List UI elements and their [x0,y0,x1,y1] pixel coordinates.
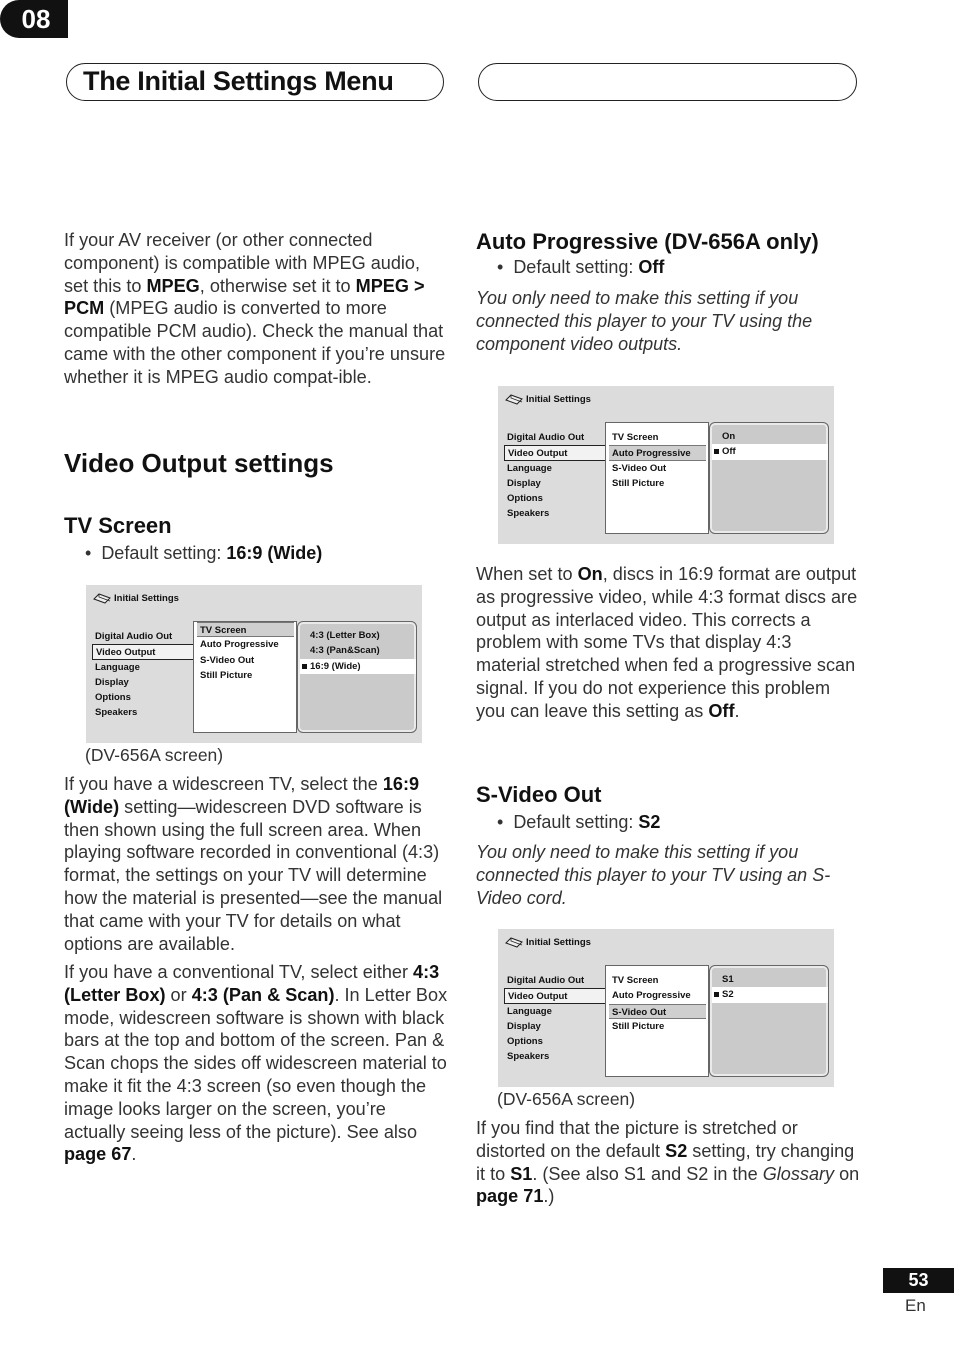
tv-screen-default [85,543,322,564]
tv-screen-heading: TV Screen [64,513,172,538]
bold-text: 16:9 (Wide) [64,774,420,817]
bold-text: MPEG [146,275,200,296]
submenu-panel [605,422,709,534]
text-run: , discs in 16:9 format are output as progressive video, while 4:3 format discs are output as interlaced video. This corrects a problem with some TVs that display 4:3 material stretched when fed a progressive scan signal. If you do not experience this problem you can leave this setting as [476,564,858,721]
option-item-selected[interactable]: S2 [712,987,828,1002]
bold-text: S1 [510,1163,533,1184]
submenu-item-selected[interactable]: Auto Progressive [609,445,706,460]
text-run: When set to [476,564,578,584]
default-label: Default setting: [513,812,639,832]
auto-progressive-paragraph [476,563,860,723]
menu-item[interactable]: Language [507,462,552,474]
page-number: 53 [883,1268,954,1293]
menu-item[interactable]: Digital Audio Out [507,975,585,986]
chapter-number: 08 [0,0,68,38]
text-run: on [834,1163,860,1184]
main-menu [92,629,194,721]
header-empty-box [478,63,857,101]
menu-item[interactable]: Display [507,477,541,489]
menu-item[interactable]: Display [95,676,129,688]
default-value: Off [638,257,665,277]
text-run: . In Letter Box mode, widescreen software is shown with black bars at the top and bottom of the screen. Pan & Scan chops the sides off widescreen material to make it fit the 4:3 screen (so even though the image looks larger on the screen, you’re actually seeing less of the picture). See also [64,984,448,1142]
menu-item[interactable]: Language [95,661,140,673]
selected-marker-icon [302,664,307,669]
text-run: (MPEG audio is converted to more compatible PCM audio). Check the manual that came with the other component if you’re unsure whether it is MPEG audio compat-ible. [64,298,446,387]
options-panel [709,965,829,1077]
disc-icon [93,593,111,604]
selected-marker-icon [714,449,719,454]
text-run: setting, try changing it to [476,1140,855,1184]
menu-item-selected[interactable]: Video Output [504,445,608,460]
bold-text: 4:3 (Letter Box) [64,962,440,1005]
menu-item[interactable]: Language [507,1005,552,1017]
menu-item[interactable]: Digital Audio Out [507,432,585,443]
option-item[interactable]: 4:3 (Letter Box) [310,630,380,641]
auto-progressive-default [497,257,664,278]
submenu-item[interactable]: S-Video Out [200,654,255,666]
bold-text: MPEG > PCM [64,275,425,319]
submenu-item[interactable]: Still Picture [612,1020,665,1032]
menu-item[interactable]: Digital Audio Out [95,631,173,642]
screen-title: Initial Settings [505,394,591,405]
text-run: setting—widescreen DVD software is then shown using the full screen area. When playing software recorded in conventional (4:3) format, the settings on your TV will determine how the material is presented—see the manual that came with your TV for details on what options are available. [64,796,443,954]
bold-text: page 71 [476,1186,544,1207]
auto-progressive-heading: Auto Progressive (DV-656A only) [476,229,819,254]
chapter-title: The Initial Settings Menu [83,66,394,96]
tv-screen-paragraph-1 [64,773,448,955]
menu-item[interactable]: Options [507,493,543,505]
default-label: Default setting: [513,257,639,277]
options-panel [709,422,829,534]
default-value: S2 [638,812,661,832]
option-item-selected[interactable]: 16:9 (Wide) [300,659,416,674]
submenu-item[interactable]: Still Picture [200,669,253,681]
chapter-title-box [66,63,444,101]
submenu-item[interactable]: TV Screen [612,432,659,443]
submenu-item[interactable]: TV Screen [612,975,659,986]
text-run: .) [543,1186,555,1207]
text-run: , otherwise set it to [199,275,356,296]
text-run: or [165,984,192,1005]
submenu-item[interactable]: Auto Progressive [200,639,279,651]
language-label: En [905,1296,926,1315]
text-run: . [734,700,740,721]
submenu-item-selected[interactable]: S-Video Out [609,1004,706,1019]
screen-title: Initial Settings [93,593,179,604]
menu-item[interactable]: Speakers [95,707,138,719]
text-run: . (See also S1 and S2 in the [532,1163,763,1184]
screen-title: Initial Settings [505,937,591,948]
italic-text: Glossary [762,1163,835,1184]
option-item-selected[interactable]: Off [712,444,828,459]
section-title: Video Output settings [64,448,334,478]
svideo-caption: (DV-656A screen) [497,1089,636,1109]
options-panel [297,621,417,733]
bullet-dot: • [85,543,102,563]
tv-screen-paragraph-2 [64,961,448,1166]
svideo-paragraph [476,1117,860,1208]
text-run: If you have a conventional TV, select either [64,962,414,982]
submenu-panel [605,965,709,1077]
tv-screen-caption: (DV-656A screen) [85,745,224,765]
menu-item[interactable]: Speakers [507,1051,550,1063]
bullet-dot: • [497,812,514,832]
default-value: 16:9 (Wide) [226,543,323,563]
main-menu [504,430,606,522]
menu-item-selected[interactable]: Video Output [92,644,196,659]
disc-icon [505,937,523,948]
submenu-item[interactable]: Auto Progressive [612,990,691,1002]
menu-item[interactable]: Speakers [507,508,550,520]
option-item[interactable]: S1 [722,974,734,985]
svideo-note: You only need to make this setting if you connected this player to your TV using an S-Video cord. [476,842,831,908]
text-run: . [131,1144,137,1165]
disc-icon [505,394,523,405]
bullet-dot: • [497,257,514,277]
text-run: If your AV receiver (or other connected component) is compatible with MPEG audio, set this to [64,230,421,296]
submenu-item-selected[interactable]: TV Screen [197,622,294,637]
text-run: If you find that the picture is stretched or distorted on the default [476,1118,798,1161]
menu-item[interactable]: Options [95,692,131,704]
bold-text: page 67 [64,1144,132,1165]
bold-text: S2 [665,1140,688,1161]
intro-paragraph [64,229,448,389]
menu-item[interactable]: Display [507,1020,541,1032]
text-run: If you have a widescreen TV, select the [64,774,383,794]
auto-progressive-settings-screen [498,386,834,544]
option-item[interactable]: On [722,431,736,442]
submenu-item[interactable]: Still Picture [612,477,665,489]
svideo-heading: S-Video Out [476,782,602,807]
main-menu [504,973,606,1065]
tv-screen-settings-screen [86,585,422,743]
option-item[interactable]: 4:3 (Pan&Scan) [310,645,380,657]
submenu-item[interactable]: S-Video Out [612,462,667,474]
svideo-default [497,812,660,833]
menu-item-selected[interactable]: Video Output [504,988,608,1003]
bold-text: On [577,564,603,584]
bold-text: 4:3 (Pan & Scan) [191,984,335,1005]
selected-marker-icon [714,992,719,997]
auto-progressive-note: You only need to make this setting if you connected this player to your TV using the component video outputs. [476,288,813,354]
bold-text: Off [708,700,735,721]
svideo-settings-screen [498,929,834,1087]
submenu-panel [193,621,297,733]
default-label: Default setting: [101,543,227,563]
menu-item[interactable]: Options [507,1036,543,1048]
